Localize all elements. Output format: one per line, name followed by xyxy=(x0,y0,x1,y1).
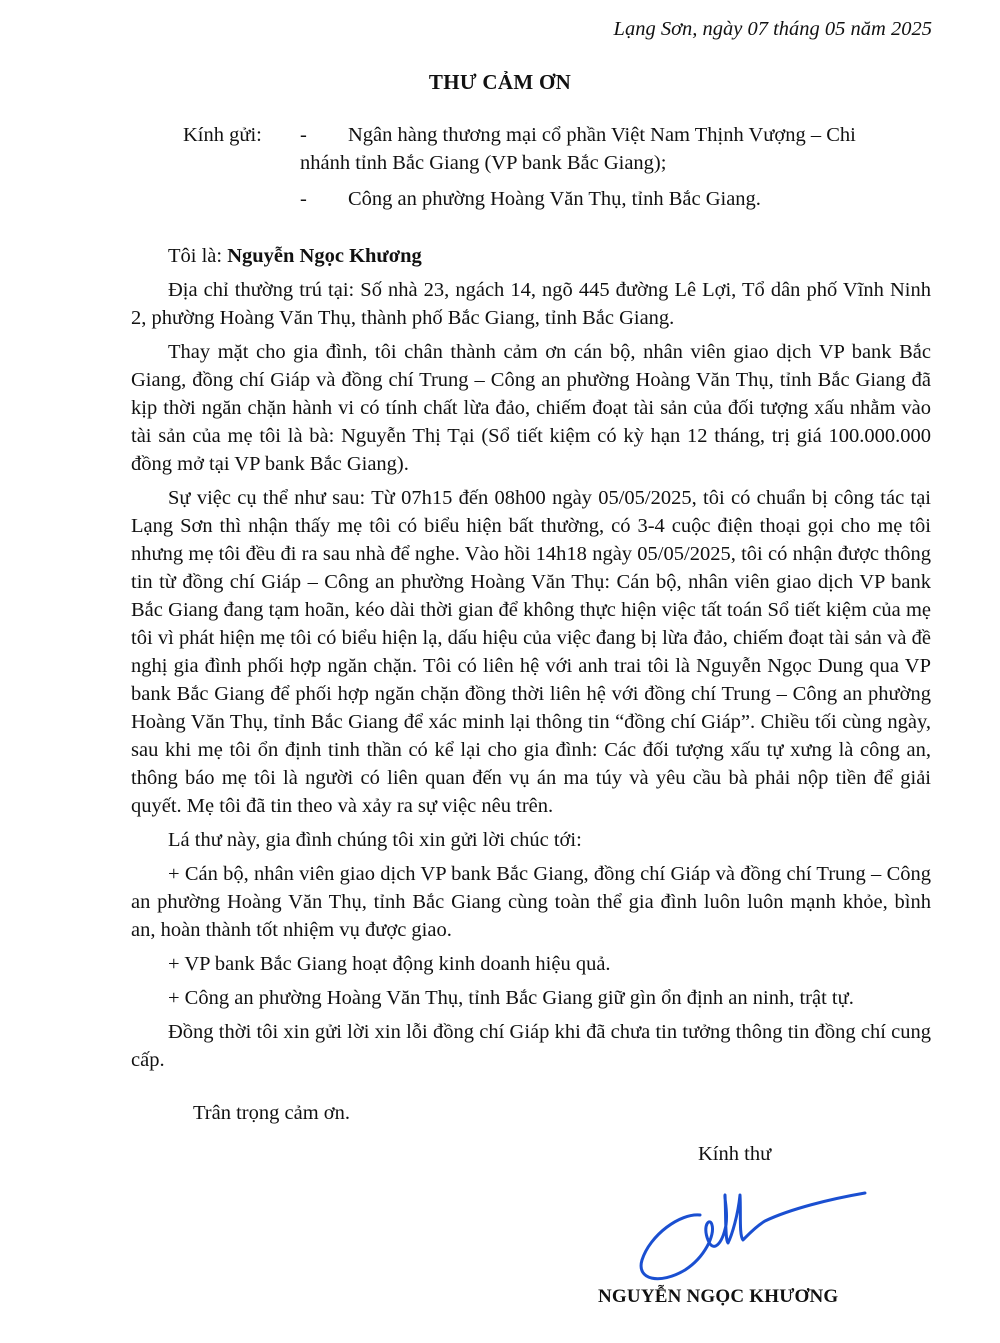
letter-body xyxy=(131,242,931,1080)
wishes-intro: Lá thư này, gia đình chúng tôi xin gửi lời chúc tới: xyxy=(168,829,582,851)
recipient-2: Công an phường Hoàng Văn Thụ, tỉnh Bắc Giang. xyxy=(348,188,761,210)
wish-item-3: + Công an phường Hoàng Văn Thụ, tỉnh Bắc Giang giữ gìn ổn định an ninh, trật tự. xyxy=(168,987,854,1009)
closing-thanks: Trân trọng cảm ơn. xyxy=(193,1102,350,1124)
closing-salutation: Kính thư xyxy=(698,1143,772,1165)
dateline: Lạng Sơn, ngày 07 tháng 05 năm 2025 xyxy=(613,18,932,40)
thanks-paragraph: Thay mặt cho gia đình, tôi chân thành cảm ơn cán bộ, nhân viên giao dịch VP bank Bắc Giang, đồng chí Giáp và đồng chí Trung – Công an phường Hoàng Văn Thụ, tỉnh Bắc Giang đã kịp thời ngăn chặn hành vi có tính chất lừa đảo, chiếm đoạt tài sản của đối tượng xấu nhằm vào tài sản của mẹ tôi là bà: Nguyễn Thị Tại (Sổ tiết kiệm có kỳ hạn 12 tháng, trị giá 100.000.000 đồng mở tại VP bank Bắc Giang). xyxy=(131,341,931,475)
handwritten-signature xyxy=(630,1185,870,1290)
recipient-dash-1: - xyxy=(300,124,307,146)
signer-name: NGUYỄN NGỌC KHƯƠNG xyxy=(598,1286,839,1307)
events-paragraph: Sự việc cụ thể như sau: Từ 07h15 đến 08h00 ngày 05/05/2025, tôi có chuẩn bị công tác tại Lạng Sơn thì nhận thấy mẹ tôi có biểu hiện bất thường, có 3-4 cuộc điện thoại gọi cho mẹ tôi nhưng mẹ tôi đều đi ra sau nhà để nghe. Vào hồi 14h18 ngày 05/05/2025, tôi có nhận được thông tin từ đồng chí Giáp – Công an phường Hoàng Văn Thụ: Cán bộ, nhân viên giao dịch VP bank Bắc Giang đang tạm hoãn, kéo dài thời gian để không thực hiện việc tất toán Sổ tiết kiệm của mẹ tôi vì phát hiện mẹ tôi có biểu hiện lạ, dấu hiệu của việc đang bị lừa đảo, chiếm đoạt tài sản và đề nghị gia đình phối hợp ngăn chặn. Tôi có liên hệ với anh trai tôi là Nguyễn Ngọc Dung qua VP bank Bắc Giang để phối hợp ngăn chặn đồng thời liên hệ với đồng chí Trung – Công an phường Hoàng Văn Thụ, tỉnh Bắc Giang để xác minh lại thông tin “đồng chí Giáp”. Chiều tối cùng ngày, sau khi mẹ tôi ổn định tinh thần có kể lại cho gia đình: Các đối tượng xấu tự xưng là công an, thông báo mẹ tôi là người có liên quan đến vụ án ma túy và yêu cầu bà phải nộp tiền để giải quyết. Mẹ tôi đã tin theo và xảy ra sự việc nêu trên. xyxy=(131,487,931,817)
apology-paragraph: Đồng thời tôi xin gửi lời xin lỗi đồng chí Giáp khi đã chưa tin tưởng thông tin đồng chí cung cấp. xyxy=(131,1021,931,1071)
intro-label: Tôi là: xyxy=(168,245,228,267)
wish-item-2: + VP bank Bắc Giang hoạt động kinh doanh hiệu quả. xyxy=(168,953,611,975)
intro-line xyxy=(131,242,931,270)
address-paragraph: Địa chỉ thường trú tại: Số nhà 23, ngách 14, ngõ 445 đường Lê Lợi, Tổ dân phố Vĩnh Ninh 2, phường Hoàng Văn Thụ, thành phố Bắc Giang, tỉnh Bắc Giang. xyxy=(131,279,931,329)
intro-name: Nguyễn Ngọc Khương xyxy=(227,245,422,267)
recipient-1-line-1: Ngân hàng thương mại cổ phần Việt Nam Thịnh Vượng – Chi xyxy=(348,124,856,146)
wish-item-1: + Cán bộ, nhân viên giao dịch VP bank Bắc Giang, đồng chí Giáp và đồng chí Trung – Công an phường Hoàng Văn Thụ, tỉnh Bắc Giang cùng toàn thể gia đình luôn luôn mạnh khỏe, bình an, hoàn thành tốt nhiệm vụ được giao. xyxy=(131,863,931,941)
recipient-1-line-2: nhánh tỉnh Bắc Giang (VP bank Bắc Giang); xyxy=(300,152,667,174)
letter-title: THƯ CẢM ƠN xyxy=(428,70,572,94)
recipients-label: Kính gửi: xyxy=(183,124,262,146)
recipient-dash-2: - xyxy=(300,188,307,210)
